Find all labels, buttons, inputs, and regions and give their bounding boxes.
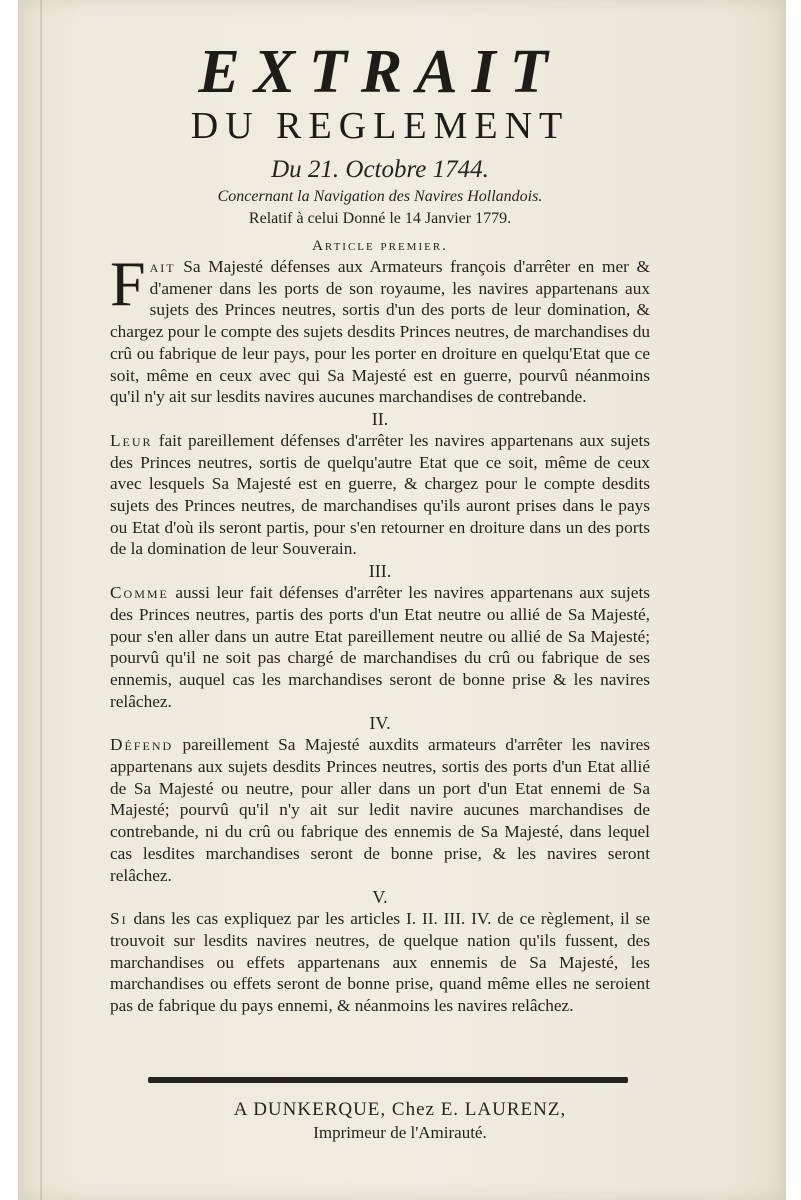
imprint-printer: A DUNKERQUE, Chez E. LAURENZ, [233, 1099, 567, 1120]
article-1-text [110, 248, 650, 408]
article-4-text [110, 734, 650, 886]
article-3-text [110, 582, 650, 712]
article-4-heading: IV. [369, 713, 391, 734]
article-2-text [110, 430, 650, 560]
article-2-body: fait pareillement défenses d'arrêter les navires appartenans aux sujets des Princes neutres, sortis de quelqu'autre Etat que ce soit, même de ceux avec lesquels Sa Majesté est en guerre, & chargez pour le compte desdits sujets des Princes neutres, de marchandises qu'ils auront prises dans le pays ou Etat d'où ils seront partis, pour s'en retourner en droiture dans un des ports de la domination de leur Souverain. [110, 430, 650, 559]
article-2-heading: II. [371, 408, 389, 429]
divider-rule [148, 1077, 628, 1083]
imprint-title: Imprimeur de l'Amirauté. [313, 1123, 487, 1142]
article-1-lead: ait [149, 257, 176, 276]
article-3-lead: Comme [110, 583, 169, 603]
article-4-body: pareillement Sa Majesté auxdits armateurs d'arrêter les navires appartenans aux sujets desdits Princes neutres, sortis des ports d'un Etat allié de Sa Majesté ou neutre, pour aller dans un port d'un Etat ennemi de Sa Majesté; pourvû qu'il n'y ait sur ledit navire aucunes marchandises de contrebande, ni du crû ou fabrique des ennemis de Sa Majesté, dans lequel cas lesdites marchandises seront de bonne prise, & les navires seront relâchez. [110, 735, 650, 885]
paper-fold [40, 0, 42, 1200]
article-5-heading: V. [372, 887, 388, 908]
article-5-body: dans les cas expliquez par les articles I. II. III. IV. de ce règlement, il se trouvoit sur lesdits navires neutres, de quelque nation qu'ils fussent, des marchandises ou effets appartenans aux ennemis de Sa Majesté, les marchandises ou effets seront de bonne prise, quand même elles ne seroient pas de fabrique du pays ennemi, & néanmoins les navires relâchez. [110, 909, 650, 1016]
article-4-lead: Défend [110, 735, 174, 755]
document-date: Du 21. Octobre 1744. [271, 156, 489, 183]
article-1-heading: Article premier. [312, 238, 448, 254]
document-body [110, 40, 650, 1017]
document-title: EXTRAIT [198, 38, 562, 106]
article-2-lead: Leur [110, 430, 153, 450]
article-3-body: aussi leur fait défenses d'arrêter les navires appartenans aux sujets des Princes neutres, partis des ports d'un Etat neutre ou allié de Sa Majesté, pour s'en aller dans un autre Etat pareillement neutre ou allié de Sa Majesté; pourvû qu'il ne soit pas chargé de marchandises du crû ou fabrique de ses ennemis, auquel cas les marchandises seront de bonne prise & les navires relâchez. [110, 583, 650, 711]
imprint [110, 1098, 690, 1144]
article-5-lead: Si [110, 909, 128, 929]
article-5-text [110, 908, 650, 1017]
article-1-dropcap: F [110, 248, 146, 319]
document-subtitle: DU REGLEMENT [190, 105, 570, 147]
article-1-body: Sa Majesté défenses aux Armateurs françois d'arrêter en mer & d'amener dans les ports de son royaume, les navires appartenans aux sujets des Princes neutres, sortis d'un des ports de leur domination, & chargez pour le compte des sujets desdits Princes neutres, de marchandises du crû ou fabrique de leur pays, pour les porter en droiture en quelqu'Etat que ce soit, même en ceux avec qui Sa Majesté est en guerre, pourvû néanmoins qu'il n'y ait sur lesdits navires aucunes marchandises de contrebande. [110, 257, 650, 407]
document-concerning: Concernant la Navigation des Navires Hollandois. [217, 188, 543, 205]
article-3-heading: III. [368, 561, 392, 582]
document-relative: Relatif à celui Donné le 14 Janvier 1779. [248, 210, 512, 227]
